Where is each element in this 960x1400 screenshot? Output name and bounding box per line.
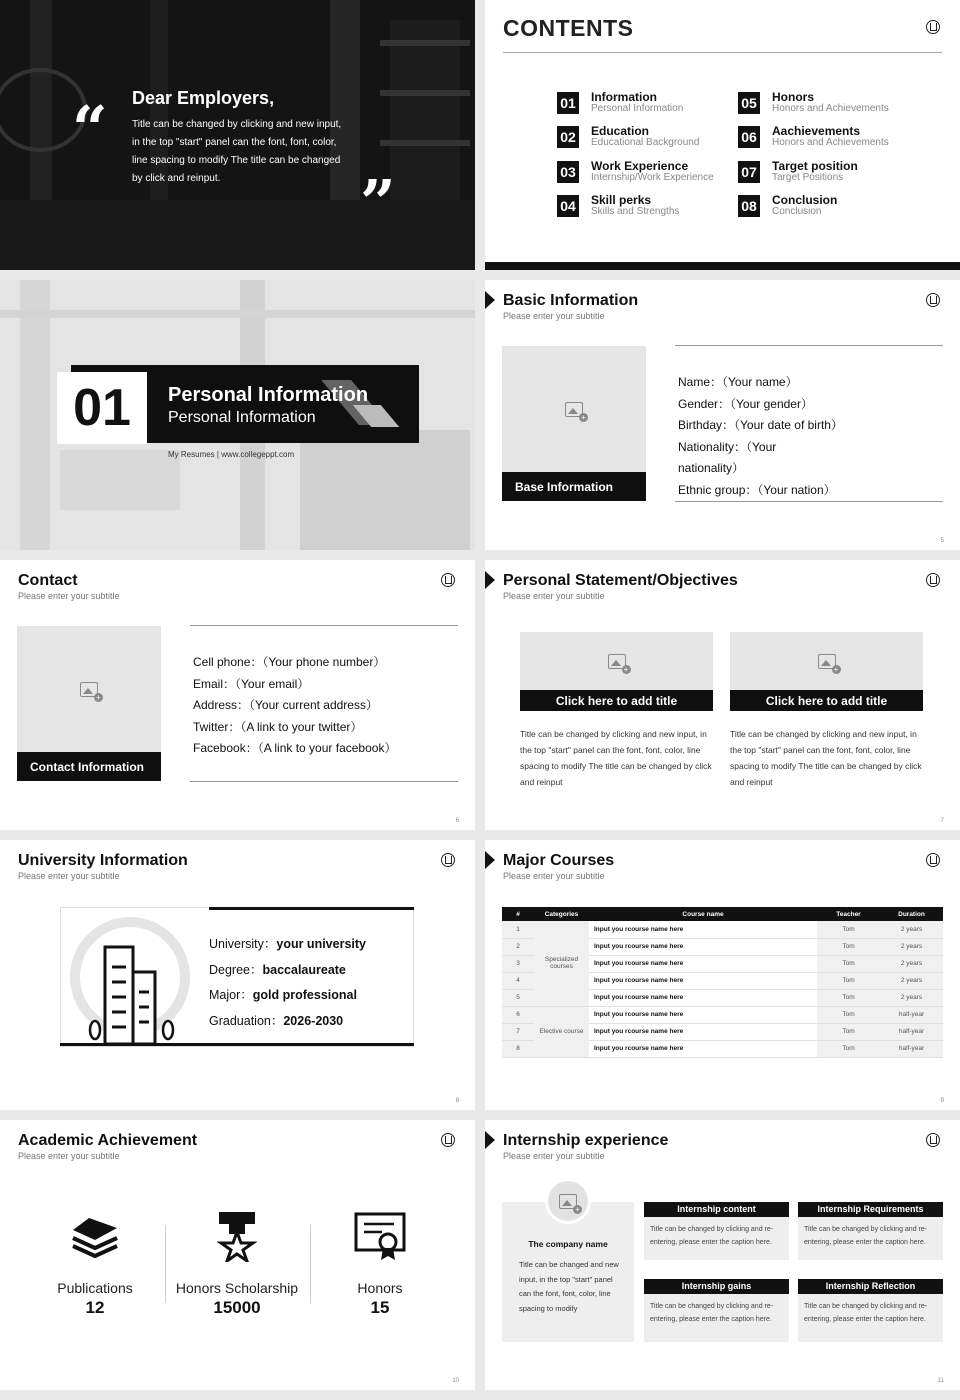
top-rule [209,907,414,910]
email-field[interactable]: Email：（Your email） [193,676,310,691]
row-label: University： [209,937,277,951]
divider [190,625,458,626]
requirements-header: Internship Requirements [798,1202,943,1217]
content-header: Internship content [644,1202,789,1217]
cell: Tom [817,921,880,938]
contents-item[interactable] [738,193,908,223]
university-logo-icon [926,853,940,867]
contents-slide[interactable] [485,0,960,270]
university-details [209,932,366,1034]
page-number: 9 [940,1098,944,1104]
page-number: 10 [452,1378,459,1384]
col-header: Course name [589,907,817,921]
item-title: Target position [772,159,858,173]
col-header: Teacher [817,907,880,921]
image-icon [818,654,836,669]
item-subtitle: Educational Background [591,137,700,148]
university-logo-icon [926,1133,940,1147]
cell: Tom [817,938,880,955]
university-logo-icon [441,573,455,587]
divider [675,345,943,346]
slide-subtitle: Please enter your subtitle [18,591,120,601]
row-value: your university [276,937,366,951]
table-row[interactable] [502,921,943,938]
item-subtitle: Target Positions [772,172,844,183]
table-header [502,907,943,921]
company-text: Title can be changed and new input, in the top "start" panel can the font, font, color, line spacing to modify [519,1260,619,1313]
divider [190,781,458,782]
cell: half-year [880,1006,943,1023]
requirements-text: Title can be changed by clicking and re-entering, please enter the caption here. [798,1217,943,1260]
name-field[interactable]: Name：（Your name） [678,375,798,389]
item-title: Aachievements [772,124,861,138]
slide-subtitle: Please enter your subtitle [503,591,605,601]
medal-icon [217,1210,257,1262]
category-cell: Specialized courses [534,921,589,1006]
books-icon [69,1216,121,1262]
col-header: # [502,907,534,921]
slide-title: Major Courses [503,852,615,869]
cell: Tom [817,1023,880,1040]
contents-item[interactable] [557,124,727,154]
section-caption: My Resumes | www.collegeppt.com [168,450,295,459]
publications-stat [25,1280,165,1318]
address-field[interactable]: Address：（Your current address） [193,698,378,713]
card-text: Title can be changed by clicking and new input, in the top "start" panel can the font, font, color, line spacing to modify The title can be changed by click and reinput [730,729,922,787]
twitter-field[interactable]: Twitter：（A link to your twitter） [193,719,363,734]
cell: 5 [502,989,534,1006]
page-number: 7 [940,818,944,824]
stat-value: 15 [370,1298,390,1317]
title-marker [485,1131,495,1149]
page-number: 8 [455,1098,459,1104]
university-logo-icon [926,573,940,587]
scholarship-stat [162,1280,312,1318]
honors-stat [310,1280,450,1318]
photo-placeholder[interactable] [17,626,161,752]
phone-field[interactable]: Cell phone：（Your phone number） [193,655,386,669]
reflection-header: Internship Reflection [798,1279,943,1294]
stat-value: 12 [85,1298,105,1317]
contents-item[interactable] [557,193,727,223]
contents-item[interactable] [557,159,727,189]
slide-subtitle: Please enter your subtitle [503,871,605,881]
item-number: 05 [738,92,760,114]
courses-slide[interactable] [485,840,960,1110]
title-marker [485,571,495,589]
page-number: 5 [940,538,944,544]
title-marker [485,851,495,869]
gains-header: Internship gains [644,1279,789,1294]
table-row[interactable] [502,1006,943,1023]
university-logo-icon [926,293,940,307]
contents-item[interactable] [738,159,908,189]
degree-row[interactable] [209,958,366,984]
contents-item[interactable] [738,90,908,120]
university-row[interactable] [209,932,366,958]
open-quote-icon: “ [72,92,108,165]
building-icon [60,907,210,1047]
slide-title: Personal Statement/Objectives [503,572,738,589]
item-subtitle: Skills and Strengths [591,206,680,217]
university-logo-icon [441,1133,455,1147]
stat-value: 15000 [213,1298,261,1317]
photo-label: Contact Information [17,752,161,781]
cell: Input you rcourse name here [589,1006,817,1023]
cell: 2 years [880,938,943,955]
photo-placeholder[interactable] [502,346,646,472]
cell: 7 [502,1023,534,1040]
cell: 2 years [880,989,943,1006]
image-icon [80,682,98,697]
photo-label: Base Information [502,472,646,501]
certificate-icon [354,1212,406,1262]
item-number: 06 [738,126,760,148]
slide-title: Academic Achievement [18,1132,198,1149]
cell: 2 [502,938,534,955]
contact-slide[interactable] [0,560,475,830]
cell: Input you rcourse name here [589,921,817,938]
contents-item[interactable] [738,124,908,154]
cell: Tom [817,1040,880,1057]
cell: Input you rcourse name here [589,955,817,972]
category-cell: Elective course [534,1006,589,1057]
cover-heading: Dear Employers, [132,88,275,108]
internship-slide[interactable] [485,1120,960,1390]
major-row[interactable] [209,983,366,1009]
item-number: 07 [738,161,760,183]
item-number: 02 [557,126,579,148]
image-placeholder[interactable] [520,632,713,690]
item-title: Honors [772,90,814,104]
item-title: Education [591,124,650,138]
row-value: gold professional [252,988,357,1002]
item-subtitle: Internship/Work Experience [591,172,714,183]
cell: Tom [817,989,880,1006]
cell: 8 [502,1040,534,1057]
slide-subtitle: Please enter your subtitle [18,871,120,881]
gender-field[interactable]: Gender：（Your gender） [678,396,813,411]
university-logo-icon [926,20,940,34]
nationality-field-cont[interactable]: nationality） [678,461,745,476]
section-slide[interactable] [0,280,475,550]
page-number: 11 [937,1378,944,1384]
item-subtitle: Honors and Achievements [772,103,889,114]
cell: 2 years [880,972,943,989]
contact-list [193,652,396,760]
item-number: 08 [738,195,760,217]
academic-slide[interactable] [0,1120,475,1390]
slide-subtitle: Please enter your subtitle [503,1151,605,1161]
item-title: Conclusion [772,193,838,207]
image-icon [565,402,583,417]
slide-title: Internship experience [503,1132,669,1149]
footer-bar [485,262,960,270]
ethnic-group-field[interactable]: Ethnic group：（Your nation） [678,482,836,497]
cell: Tom [817,1006,880,1023]
item-title: Work Experience [591,159,689,173]
image-icon [559,1194,577,1209]
row-label: Graduation： [209,1013,284,1028]
image-icon [608,654,626,669]
row-value: 2026-2030 [283,1013,344,1028]
title-marker [485,291,495,309]
contents-item[interactable] [557,90,727,120]
item-subtitle: Conclusion [772,206,822,217]
page-number: 6 [455,818,459,824]
item-title: Skill perks [591,193,652,207]
reflection-text: Title can be changed by clicking and re-entering, please enter the caption here. [798,1294,943,1342]
bottom-rule [60,1043,414,1046]
company-name: The company name [528,1239,608,1249]
cell: Input you rcourse name here [589,1023,817,1040]
slide-subtitle: Please enter your subtitle [18,1151,120,1161]
cell: 2 years [880,955,943,972]
row-label: Degree： [209,962,263,977]
col-header: Duration [880,907,943,921]
cell: Input you rcourse name here [589,972,817,989]
item-number: 03 [557,161,579,183]
slide-title: University Information [18,852,188,869]
col-header: Categories [534,907,589,921]
cell: half-year [880,1023,943,1040]
courses-table [502,907,943,1058]
cell: Input you rcourse name here [589,989,817,1006]
section-subtitle: Personal Information [168,409,316,426]
university-slide[interactable] [0,840,475,1110]
section-number: 01 [57,372,147,444]
divider [675,501,943,502]
statement-slide[interactable] [485,560,960,830]
stat-label: Honors [357,1280,403,1296]
slide-subtitle: Please enter your subtitle [503,311,605,321]
company-logo-placeholder[interactable] [545,1178,591,1224]
nationality-field[interactable]: Nationality：（Your [678,439,777,454]
card-title-button[interactable]: Click here to add title [520,690,713,711]
cell: Input you rcourse name here [589,1040,817,1057]
card-text: Title can be changed by clicking and new input, in the top "start" panel can the font, font, color, line spacing to modify The title can be changed by click and reinput [520,729,712,787]
stat-label: Publications [57,1280,133,1296]
item-number: 04 [557,195,579,217]
image-placeholder[interactable] [730,632,923,690]
item-number: 01 [557,92,579,114]
cell: half-year [880,1040,943,1057]
slide-title: Basic Information [503,292,639,309]
cell: Tom [817,972,880,989]
item-subtitle: Personal Information [591,103,684,114]
slide-title: Contact [18,572,78,589]
content-text: Title can be changed by clicking and re-entering, please enter the caption here. [644,1217,789,1260]
cell: 6 [502,1006,534,1023]
gains-text: Title can be changed by clicking and re-entering, please enter the caption here. [644,1294,789,1342]
divider [503,52,942,53]
cell: 1 [502,921,534,938]
info-list [678,372,843,502]
section-title: Personal Information [168,384,369,406]
facebook-field[interactable]: Facebook：（A link to your facebook） [193,741,397,756]
cover-slide[interactable] [0,0,475,270]
cell: 2 years [880,921,943,938]
stat-label: Honors Scholarship [175,1280,299,1296]
graduation-row[interactable] [209,1009,366,1035]
cover-body: Title can be changed by clicking and new input, in the top "start" panel can the font, font, color, line spacing to modify The title can be changed by click and reinput. [132,119,342,184]
row-value: baccalaureate [262,962,346,977]
cell: Input you rcourse name here [589,938,817,955]
contents-title: CONTENTS [503,15,634,41]
birthday-field[interactable]: Birthday：（Your date of birth） [678,418,843,433]
cell: 4 [502,972,534,989]
item-title: Information [591,90,657,104]
cell: Tom [817,955,880,972]
basic-info-slide[interactable] [485,280,960,550]
cell: 3 [502,955,534,972]
row-label: Major： [209,988,253,1002]
close-quote-icon: ” [360,166,396,239]
card-title-button[interactable]: Click here to add title [730,690,923,711]
university-logo-icon [441,853,455,867]
item-subtitle: Honors and Achievements [772,137,889,148]
